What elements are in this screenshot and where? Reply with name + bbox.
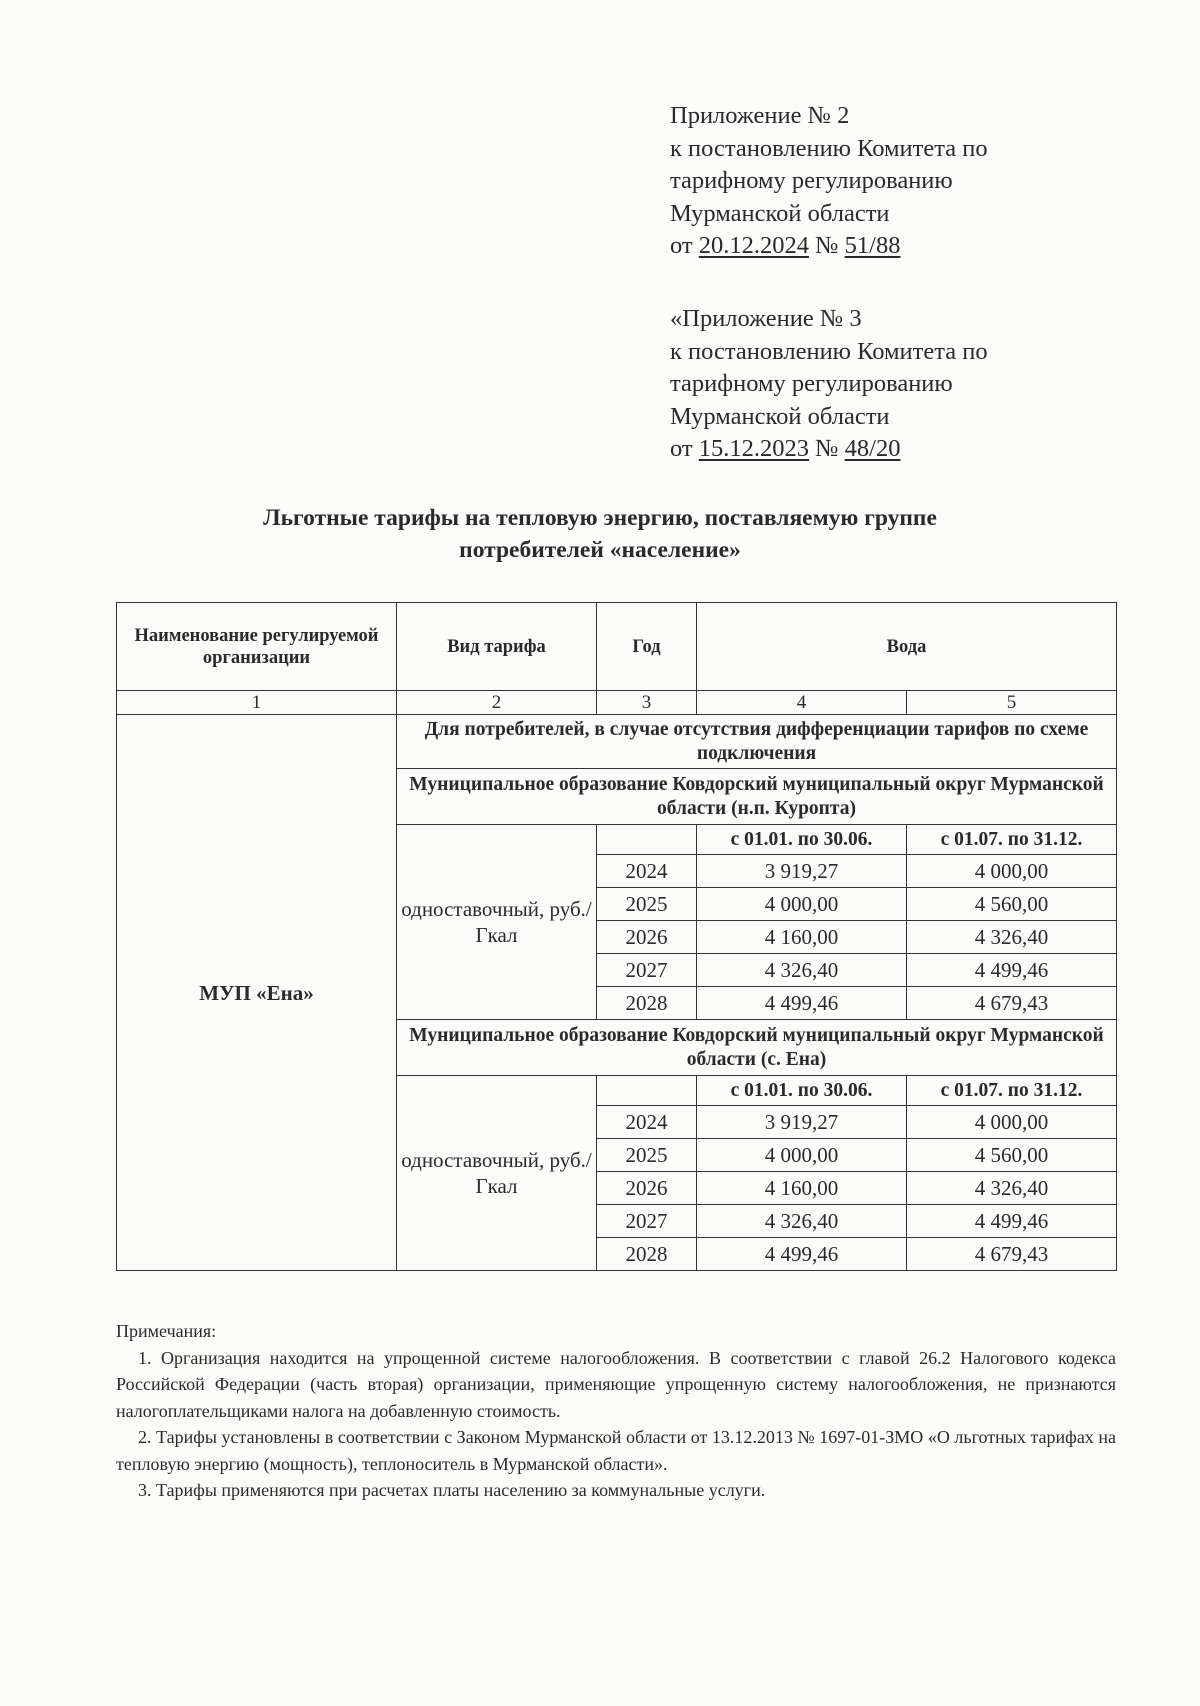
appendix-2-number: 51/88 — [844, 232, 901, 259]
value-cell: 4 000,00 — [697, 888, 907, 921]
value-cell: 4 679,43 — [907, 1238, 1117, 1271]
appendix-2-header — [670, 100, 1130, 263]
header-tariff-type: Вид тарифа — [397, 603, 597, 691]
note-item: 1. Организация находится на упрощенной системе налогообложения. В соответствии с главой 26.2 Налогового кодекса Российской Федерации (часть вторая) организации, применяющие упрощенную систему налогообложения, не признаются налогоплательщиками налога на добавленную стоимость. — [116, 1347, 1116, 1421]
value-cell: 4 560,00 — [907, 1139, 1117, 1172]
appendix-3-header — [670, 303, 1130, 466]
appendix-3-line: к постановлению Комитета по — [670, 337, 988, 365]
value-cell: 4 000,00 — [907, 1106, 1117, 1139]
period-2-cell: с 01.07. по 31.12. — [907, 825, 1117, 855]
value-cell: 4 499,46 — [697, 1238, 907, 1271]
appendix-2-title: Приложение № 2 — [670, 102, 850, 129]
notes-heading: Примечания: — [116, 1321, 217, 1341]
value-cell: 4 560,00 — [907, 888, 1117, 921]
year-cell: 2025 — [597, 1139, 697, 1172]
appendix-3-line: Мурманской области — [670, 402, 890, 430]
date-prefix: от — [670, 435, 699, 462]
year-cell: 2027 — [597, 954, 697, 987]
year-cell: 2026 — [597, 921, 697, 954]
area-cell: Муниципальное образование Ковдорский муниципальный округ Мурманской области (н.п. Куропта) — [397, 769, 1117, 825]
value-cell: 4 326,40 — [697, 1205, 907, 1238]
value-cell: 4 499,46 — [907, 954, 1117, 987]
year-cell: 2024 — [597, 1106, 697, 1139]
title-line-1: Льготные тарифы на тепловую энергию, поставляемую группе — [263, 505, 937, 531]
area-cell: Муниципальное образование Ковдорский муниципальный округ Мурманской области (с. Ена) — [397, 1020, 1117, 1076]
value-cell: 4 326,40 — [907, 921, 1117, 954]
appendix-3-date: 15.12.2023 — [698, 435, 810, 462]
col-number: 4 — [697, 691, 907, 715]
col-number: 2 — [397, 691, 597, 715]
header-water: Вода — [697, 603, 1117, 691]
header-org: Наименование регулируемой организации — [117, 603, 397, 691]
value-cell: 4 499,46 — [697, 987, 907, 1020]
value-cell: 4 000,00 — [697, 1139, 907, 1172]
value-cell: 4 160,00 — [697, 1172, 907, 1205]
value-cell: 4 679,43 — [907, 987, 1117, 1020]
value-cell: 4 000,00 — [907, 855, 1117, 888]
title-line-2: потребителей «население» — [459, 537, 741, 563]
column-number-row — [117, 691, 1117, 715]
organization-cell: МУП «Ена» — [117, 715, 397, 1271]
value-cell: 4 326,40 — [697, 954, 907, 987]
appendix-3-number: 48/20 — [844, 435, 901, 462]
year-cell: 2028 — [597, 987, 697, 1020]
date-prefix: от — [670, 232, 699, 259]
col-number: 5 — [907, 691, 1117, 715]
year-cell: 2028 — [597, 1238, 697, 1271]
period-2-cell: с 01.07. по 31.12. — [907, 1076, 1117, 1106]
notes-section — [116, 1318, 1116, 1504]
year-cell: 2025 — [597, 888, 697, 921]
year-cell: 2024 — [597, 855, 697, 888]
table-header-row — [117, 603, 1117, 691]
tariff-table — [116, 602, 1117, 1271]
period-1-cell: с 01.01. по 30.06. — [697, 1076, 907, 1106]
appendix-2-date-line — [670, 230, 1130, 263]
empty-cell — [597, 825, 697, 855]
header-year: Год — [597, 603, 697, 691]
col-number: 3 — [597, 691, 697, 715]
appendix-3-line: тарифному регулированию — [670, 370, 953, 397]
condition-row — [117, 715, 1117, 769]
value-cell: 3 919,27 — [697, 1106, 907, 1139]
period-1-cell: с 01.01. по 30.06. — [697, 825, 907, 855]
value-cell: 4 160,00 — [697, 921, 907, 954]
col-number: 1 — [117, 691, 397, 715]
appendix-2-line: Мурманской области — [670, 199, 890, 227]
appendix-3-title: «Приложение № 3 — [670, 305, 862, 332]
appendix-3-date-line — [670, 433, 1130, 466]
appendix-2-date: 20.12.2024 — [698, 232, 810, 259]
tariff-type-cell: одноставочный, руб./Гкал — [397, 1076, 597, 1271]
year-cell: 2026 — [597, 1172, 697, 1205]
tariff-type-cell: одноставочный, руб./Гкал — [397, 825, 597, 1020]
condition-cell: Для потребителей, в случае отсутствия дифференциации тарифов по схеме подключения — [397, 715, 1117, 769]
number-prefix: № — [809, 435, 845, 462]
value-cell: 4 499,46 — [907, 1205, 1117, 1238]
year-cell: 2027 — [597, 1205, 697, 1238]
value-cell: 3 919,27 — [697, 855, 907, 888]
value-cell: 4 326,40 — [907, 1172, 1117, 1205]
note-item: 2. Тарифы установлены в соответствии с Законом Мурманской области от 13.12.2013 № 1697-01-ЗМО «О льготных тарифах на тепловую энергию (мощность), теплоноситель в Мурманской области». — [116, 1427, 1116, 1474]
appendix-2-line: к постановлению Комитета по — [670, 134, 988, 162]
empty-cell — [597, 1076, 697, 1106]
appendix-2-line: тарифному регулированию — [670, 167, 953, 194]
document-title — [150, 502, 1050, 566]
note-item: 3. Тарифы применяются при расчетах платы населению за коммунальные услуги. — [138, 1480, 766, 1500]
number-prefix: № — [809, 232, 845, 259]
